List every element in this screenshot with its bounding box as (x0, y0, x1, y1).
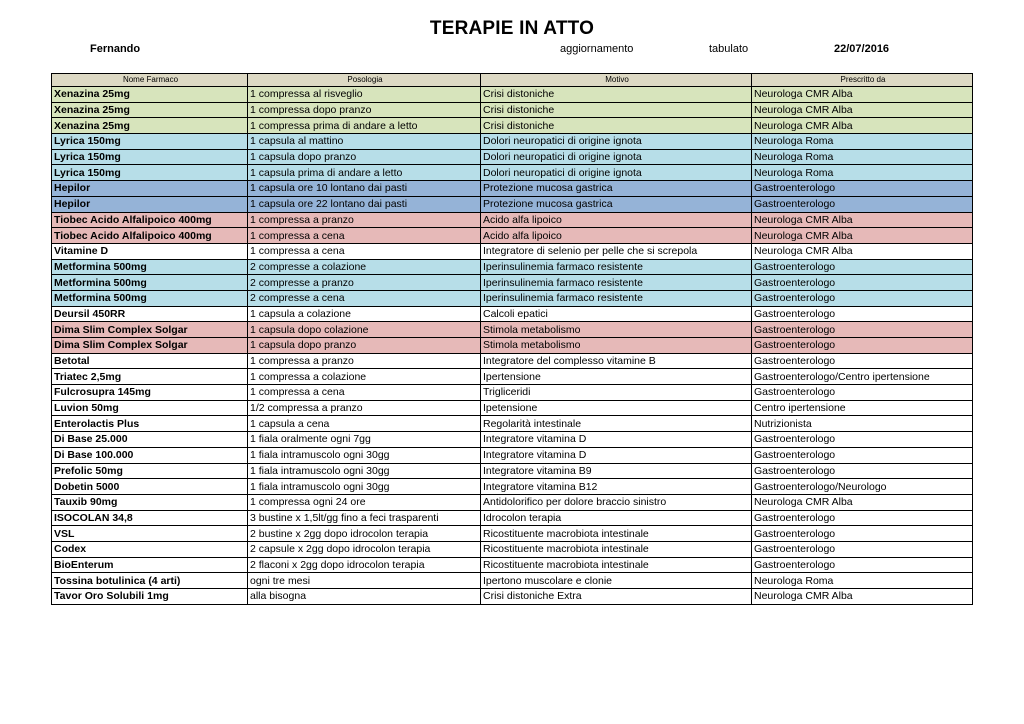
reason-cell: Crisi distoniche (481, 102, 752, 118)
column-header-dosage: Posologia (248, 74, 481, 87)
tab-label: tabulato (709, 43, 749, 55)
dosage-cell: 2 compresse a pranzo (248, 275, 481, 291)
table-row (52, 400, 973, 416)
table-row (52, 432, 973, 448)
dosage-cell: 1 compressa a pranzo (248, 353, 481, 369)
drug-name-cell: Metformina 500mg (52, 275, 248, 291)
dosage-cell: 1 compressa ogni 24 ore (248, 494, 481, 510)
drug-name-cell: Di Base 100.000 (52, 447, 248, 463)
reason-cell: Protezione mucosa gastrica (481, 181, 752, 197)
drug-name-cell: Vitamine D (52, 243, 248, 259)
prescriber-cell: Neurologa CMR Alba (752, 102, 973, 118)
prescriber-cell: Gastroenterologo/Centro ipertensione (752, 369, 973, 385)
table-row (52, 102, 973, 118)
reason-cell: Trigliceridi (481, 385, 752, 401)
dosage-cell: 2 compresse a cena (248, 290, 481, 306)
drug-name-cell: Hepilor (52, 181, 248, 197)
prescriber-cell: Gastroenterologo (752, 353, 973, 369)
drug-name-cell: Dima Slim Complex Solgar (52, 322, 248, 338)
dosage-cell: 1 capsula prima di andare a letto (248, 165, 481, 181)
prescriber-cell: Neurologa Roma (752, 149, 973, 165)
prescriber-cell: Gastroenterologo (752, 510, 973, 526)
drug-name-cell: Xenazina 25mg (52, 87, 248, 103)
drug-name-cell: VSL (52, 526, 248, 542)
table-row (52, 541, 973, 557)
dosage-cell: 1 compressa a cena (248, 243, 481, 259)
table-row (52, 196, 973, 212)
update-label: aggiornamento (560, 43, 634, 55)
reason-cell: Integratore vitamina B9 (481, 463, 752, 479)
reason-cell: Iperinsulinemia farmaco resistente (481, 259, 752, 275)
table-row (52, 118, 973, 134)
prescriber-cell: Neurologa Roma (752, 573, 973, 589)
drug-name-cell: Tiobec Acido Alfalipoico 400mg (52, 212, 248, 228)
drug-name-cell: Dobetin 5000 (52, 479, 248, 495)
prescriber-cell: Neurologa CMR Alba (752, 212, 973, 228)
drug-name-cell: Enterolactis Plus (52, 416, 248, 432)
reason-cell: Integratore di selenio per pelle che si screpola (481, 243, 752, 259)
drug-name-cell: Metformina 500mg (52, 259, 248, 275)
prescriber-cell: Gastroenterologo (752, 463, 973, 479)
drug-name-cell: Dima Slim Complex Solgar (52, 338, 248, 354)
table-row (52, 510, 973, 526)
reason-cell: Integratore vitamina D (481, 432, 752, 448)
therapy-table (51, 73, 973, 605)
reason-cell: Ipetensione (481, 400, 752, 416)
table-row (52, 243, 973, 259)
prescriber-cell: Gastroenterologo (752, 557, 973, 573)
dosage-cell: 1 capsula ore 10 lontano dai pasti (248, 181, 481, 197)
reason-cell: Ipertono muscolare e clonie (481, 573, 752, 589)
dosage-cell: 1 capsula ore 22 lontano dai pasti (248, 196, 481, 212)
prescriber-cell: Gastroenterologo (752, 526, 973, 542)
table-row (52, 353, 973, 369)
prescriber-cell: Neurologa CMR Alba (752, 118, 973, 134)
update-date: 22/07/2016 (834, 43, 890, 55)
table-header-row (52, 74, 973, 87)
prescriber-cell: Gastroenterologo (752, 338, 973, 354)
drug-name-cell: Codex (52, 541, 248, 557)
reason-cell: Integratore vitamina B12 (481, 479, 752, 495)
table-row (52, 369, 973, 385)
dosage-cell: 1 capsula a colazione (248, 306, 481, 322)
table-row (52, 573, 973, 589)
reason-cell: Regolarità intestinale (481, 416, 752, 432)
reason-cell: Antidolorifico per dolore braccio sinistro (481, 494, 752, 510)
page-title: TERAPIE IN ATTO (429, 18, 595, 39)
prescriber-cell: Gastroenterologo/Neurologo (752, 479, 973, 495)
drug-name-cell: Tiobec Acido Alfalipoico 400mg (52, 228, 248, 244)
prescriber-cell: Centro ipertensione (752, 400, 973, 416)
drug-name-cell: Di Base 25.000 (52, 432, 248, 448)
reason-cell: Acido alfa lipoico (481, 212, 752, 228)
table-row (52, 322, 973, 338)
drug-name-cell: Tavor Oro Solubili 1mg (52, 589, 248, 605)
prescriber-cell: Gastroenterologo (752, 541, 973, 557)
table-row (52, 87, 973, 103)
reason-cell: Dolori neuropatici di origine ignota (481, 165, 752, 181)
drug-name-cell: Lyrica 150mg (52, 165, 248, 181)
dosage-cell: 2 compresse a colazione (248, 259, 481, 275)
reason-cell: Crisi distoniche (481, 87, 752, 103)
table-body (52, 87, 973, 605)
dosage-cell: 3 bustine x 1,5lt/gg fino a feci trasparenti (248, 510, 481, 526)
table-row (52, 275, 973, 291)
reason-cell: Ricostituente macrobiota intestinale (481, 541, 752, 557)
drug-name-cell: Tossina botulinica (4 arti) (52, 573, 248, 589)
dosage-cell: 1 compressa a pranzo (248, 212, 481, 228)
prescriber-cell: Neurologa CMR Alba (752, 87, 973, 103)
table-row (52, 463, 973, 479)
table-row (52, 149, 973, 165)
prescriber-cell: Gastroenterologo (752, 385, 973, 401)
column-header-reason: Motivo (481, 74, 752, 87)
prescriber-cell: Neurologa CMR Alba (752, 494, 973, 510)
table-row (52, 259, 973, 275)
prescriber-cell: Neurologa Roma (752, 165, 973, 181)
table-row (52, 589, 973, 605)
reason-cell: Iperinsulinemia farmaco resistente (481, 290, 752, 306)
reason-cell: Ipertensione (481, 369, 752, 385)
prescriber-cell: Gastroenterologo (752, 275, 973, 291)
drug-name-cell: Betotal (52, 353, 248, 369)
table-row (52, 338, 973, 354)
table-row (52, 494, 973, 510)
drug-name-cell: Deursil 450RR (52, 306, 248, 322)
dosage-cell: 1 capsula al mattino (248, 134, 481, 150)
dosage-cell: 1 capsula dopo pranzo (248, 149, 481, 165)
reason-cell: Dolori neuropatici di origine ignota (481, 149, 752, 165)
prescriber-cell: Neurologa CMR Alba (752, 243, 973, 259)
prescriber-cell: Gastroenterologo (752, 181, 973, 197)
drug-name-cell: Tauxib 90mg (52, 494, 248, 510)
table-row (52, 416, 973, 432)
prescriber-cell: Nutrizionista (752, 416, 973, 432)
dosage-cell: 1 capsula a cena (248, 416, 481, 432)
prescriber-cell: Gastroenterologo (752, 432, 973, 448)
prescriber-cell: Gastroenterologo (752, 196, 973, 212)
drug-name-cell: ISOCOLAN 34,8 (52, 510, 248, 526)
table-row (52, 212, 973, 228)
dosage-cell: 2 capsule x 2gg dopo idrocolon terapia (248, 541, 481, 557)
drug-name-cell: Xenazina 25mg (52, 102, 248, 118)
dosage-cell: 1/2 compressa a pranzo (248, 400, 481, 416)
dosage-cell: 1 compressa a cena (248, 228, 481, 244)
drug-name-cell: Triatec 2,5mg (52, 369, 248, 385)
reason-cell: Integratore del complesso vitamine B (481, 353, 752, 369)
table-row (52, 290, 973, 306)
dosage-cell: 1 fiala intramuscolo ogni 30gg (248, 463, 481, 479)
prescriber-cell: Gastroenterologo (752, 447, 973, 463)
reason-cell: Crisi distoniche (481, 118, 752, 134)
prescriber-cell: Gastroenterologo (752, 322, 973, 338)
reason-cell: Ricostituente macrobiota intestinale (481, 557, 752, 573)
dosage-cell: 1 fiala intramuscolo ogni 30gg (248, 447, 481, 463)
table-row (52, 385, 973, 401)
dosage-cell: 1 compressa prima di andare a letto (248, 118, 481, 134)
dosage-cell: 1 fiala intramuscolo ogni 30gg (248, 479, 481, 495)
dosage-cell: ogni tre mesi (248, 573, 481, 589)
reason-cell: Iperinsulinemia farmaco resistente (481, 275, 752, 291)
reason-cell: Stimola metabolismo (481, 338, 752, 354)
table-row (52, 447, 973, 463)
drug-name-cell: Metformina 500mg (52, 290, 248, 306)
dosage-cell: 2 flaconi x 2gg dopo idrocolon terapia (248, 557, 481, 573)
table-row (52, 165, 973, 181)
prescriber-cell: Neurologa Roma (752, 134, 973, 150)
reason-cell: Idrocolon terapia (481, 510, 752, 526)
reason-cell: Acido alfa lipoico (481, 228, 752, 244)
dosage-cell: 2 bustine x 2gg dopo idrocolon terapia (248, 526, 481, 542)
drug-name-cell: Xenazina 25mg (52, 118, 248, 134)
drug-name-cell: Prefolic 50mg (52, 463, 248, 479)
prescriber-cell: Gastroenterologo (752, 259, 973, 275)
table-row (52, 557, 973, 573)
dosage-cell: 1 capsula dopo pranzo (248, 338, 481, 354)
prescriber-cell: Neurologa CMR Alba (752, 589, 973, 605)
reason-cell: Dolori neuropatici di origine ignota (481, 134, 752, 150)
drug-name-cell: Lyrica 150mg (52, 149, 248, 165)
reason-cell: Stimola metabolismo (481, 322, 752, 338)
reason-cell: Protezione mucosa gastrica (481, 196, 752, 212)
table-row (52, 134, 973, 150)
table-row (52, 228, 973, 244)
table-row (52, 479, 973, 495)
prescriber-cell: Gastroenterologo (752, 290, 973, 306)
table-row (52, 526, 973, 542)
column-header-drug-name: Nome Farmaco (52, 74, 248, 87)
dosage-cell: alla bisogna (248, 589, 481, 605)
drug-name-cell: BioEnterum (52, 557, 248, 573)
drug-name-cell: Lyrica 150mg (52, 134, 248, 150)
prescriber-cell: Neurologa CMR Alba (752, 228, 973, 244)
reason-cell: Calcoli epatici (481, 306, 752, 322)
reason-cell: Ricostituente macrobiota intestinale (481, 526, 752, 542)
dosage-cell: 1 compressa a cena (248, 385, 481, 401)
dosage-cell: 1 compressa al risveglio (248, 87, 481, 103)
column-header-prescriber: Prescritto da (752, 74, 973, 87)
dosage-cell: 1 compressa dopo pranzo (248, 102, 481, 118)
drug-name-cell: Fulcrosupra 145mg (52, 385, 248, 401)
table-row (52, 306, 973, 322)
drug-name-cell: Luvion 50mg (52, 400, 248, 416)
dosage-cell: 1 compressa a colazione (248, 369, 481, 385)
reason-cell: Crisi distoniche Extra (481, 589, 752, 605)
reason-cell: Integratore vitamina D (481, 447, 752, 463)
prescriber-cell: Gastroenterologo (752, 306, 973, 322)
patient-name: Fernando (90, 43, 141, 55)
dosage-cell: 1 fiala oralmente ogni 7gg (248, 432, 481, 448)
dosage-cell: 1 capsula dopo colazione (248, 322, 481, 338)
drug-name-cell: Hepilor (52, 196, 248, 212)
table-row (52, 181, 973, 197)
